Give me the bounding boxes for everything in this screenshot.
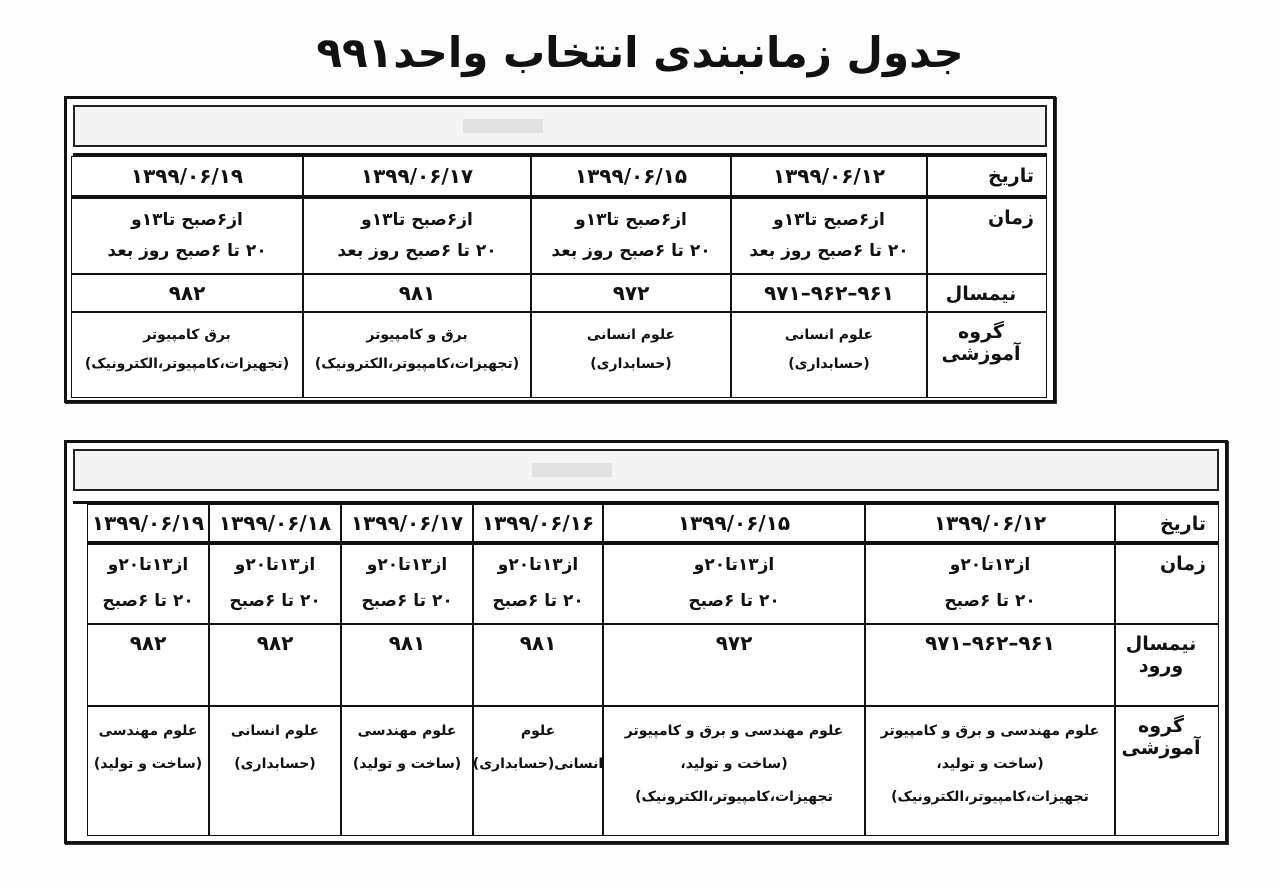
cell-date: ۱۳۹۹/۰۶/۱۹ xyxy=(71,156,303,198)
cell-time xyxy=(865,544,1115,624)
cell-time xyxy=(603,544,865,624)
row-header-semester: نیمسال xyxy=(927,274,1047,312)
group-line: تجهیزات،کامپیوتر،الکترونیک) xyxy=(635,788,833,805)
time-line: از۶صبح تا۱۳و xyxy=(575,209,687,230)
cell-semester: ۹۶۱–۹۶۲–۹۷۱ xyxy=(731,274,927,312)
group-line: (تجهیزات،کامپیوتر،الکترونیک) xyxy=(84,356,290,373)
cell-time xyxy=(341,544,473,624)
time-line: از۱۳تا۲۰و xyxy=(693,555,775,576)
cell-date: ۱۳۹۹/۰۶/۱۷ xyxy=(341,504,473,544)
cell-group xyxy=(341,706,473,836)
cell-time xyxy=(303,198,531,274)
time-line: از۱۳تا۲۰و xyxy=(949,555,1031,576)
cell-semester: ۹۸۱ xyxy=(303,274,531,312)
cell-date: ۱۳۹۹/۰۶/۱۷ xyxy=(303,156,531,198)
time-line: از۶صبح تا۱۳و xyxy=(131,209,243,230)
cell-time xyxy=(731,198,927,274)
group-line: برق و کامپیوتر xyxy=(366,327,468,343)
time-line: ۲۰ تا ۶صبح xyxy=(688,591,780,611)
cell-group xyxy=(603,706,865,836)
table-1-banner xyxy=(73,105,1047,147)
cell-date: ۱۳۹۹/۰۶/۱۲ xyxy=(731,156,927,198)
cell-group xyxy=(531,312,731,398)
time-line: ۲۰ تا ۶صبح روز بعد xyxy=(337,241,497,261)
cell-time xyxy=(87,544,209,624)
group-line: علوم مهندسی xyxy=(357,723,457,739)
group-line: تجهیزات،کامپیوتر،الکترونیک) xyxy=(891,788,1089,805)
row-header-group: گروه آموزشی xyxy=(1115,706,1219,836)
time-line: از۶صبح تا۱۳و xyxy=(773,209,885,230)
cell-date: ۱۳۹۹/۰۶/۱۵ xyxy=(531,156,731,198)
group-line: (ساخت و تولید) xyxy=(93,755,203,772)
time-line: ۲۰ تا ۶صبح xyxy=(361,591,453,611)
group-line: انسانی(حسابداری) xyxy=(472,755,604,772)
group-line: علوم انسانی xyxy=(784,327,874,343)
group-line: (ساخت و تولید، xyxy=(680,755,788,772)
cell-time xyxy=(71,198,303,274)
cell-semester: ۹۸۲ xyxy=(87,624,209,706)
table-2-grid xyxy=(73,501,1219,837)
cell-date: ۱۳۹۹/۰۶/۱۵ xyxy=(603,504,865,544)
cell-semester: ۹۷۲ xyxy=(531,274,731,312)
cell-time xyxy=(531,198,731,274)
group-line: (ساخت و تولید، xyxy=(936,755,1044,772)
table-2-banner xyxy=(73,449,1219,491)
group-line: (حسابداری) xyxy=(234,755,316,772)
row-header-date: تاریخ xyxy=(927,156,1047,198)
cell-date: ۱۳۹۹/۰۶/۱۲ xyxy=(865,504,1115,544)
time-line: ۲۰ تا ۶صبح روز بعد xyxy=(551,241,711,261)
time-line: ۲۰ تا ۶صبح روز بعد xyxy=(107,241,267,261)
cell-semester: ۹۸۱ xyxy=(341,624,473,706)
time-line: ۲۰ تا ۶صبح روز بعد xyxy=(749,241,909,261)
cell-time xyxy=(209,544,341,624)
row-header-time: زمان xyxy=(1115,544,1219,624)
cell-semester: ۹۶۱–۹۶۲–۹۷۱ xyxy=(865,624,1115,706)
cell-group xyxy=(473,706,603,836)
group-line: (تجهیزات،کامپیوتر،الکترونیک) xyxy=(314,356,520,373)
cell-time xyxy=(473,544,603,624)
schedule-table-1 xyxy=(64,96,1056,403)
group-line: علوم مهندسی و برق و کامپیوتر xyxy=(880,723,1100,739)
row-header-date: تاریخ xyxy=(1115,504,1219,544)
row-header-group: گروه آموزشی xyxy=(927,312,1047,398)
cell-group xyxy=(209,706,341,836)
time-line: از۱۳تا۲۰و xyxy=(107,555,189,576)
row-header-semester: نیمسال ورود xyxy=(1115,624,1219,706)
schedule-table-2 xyxy=(64,440,1228,844)
group-line: علوم انسانی xyxy=(230,723,320,739)
cell-group xyxy=(731,312,927,398)
cell-semester: ۹۸۲ xyxy=(209,624,341,706)
cell-group xyxy=(303,312,531,398)
time-line: از۱۳تا۲۰و xyxy=(366,555,448,576)
group-line: علوم مهندسی و برق و کامپیوتر xyxy=(624,723,844,739)
group-line: علوم انسانی xyxy=(586,327,676,343)
group-line: علوم xyxy=(520,723,556,739)
cell-semester: ۹۷۲ xyxy=(603,624,865,706)
group-line: (حسابداری) xyxy=(590,356,672,373)
cell-date: ۱۳۹۹/۰۶/۱۸ xyxy=(209,504,341,544)
page-title: جدول زمانبندی انتخاب واحد۹۹۱ xyxy=(316,28,964,77)
row-header-time: زمان xyxy=(927,198,1047,274)
time-line: ۲۰ تا ۶صبح xyxy=(492,591,584,611)
group-line: (ساخت و تولید) xyxy=(352,755,462,772)
time-line: از۱۳تا۲۰و xyxy=(497,555,579,576)
time-line: از۶صبح تا۱۳و xyxy=(361,209,473,230)
cell-group xyxy=(87,706,209,836)
time-line: از۱۳تا۲۰و xyxy=(234,555,316,576)
cell-date: ۱۳۹۹/۰۶/۱۹ xyxy=(87,504,209,544)
table-1-grid xyxy=(73,153,1047,396)
cell-group xyxy=(865,706,1115,836)
group-line: (حسابداری) xyxy=(788,356,870,373)
time-line: ۲۰ تا ۶صبح xyxy=(229,591,321,611)
group-line: برق کامپیوتر xyxy=(143,327,231,343)
cell-group xyxy=(71,312,303,398)
time-line: ۲۰ تا ۶صبح xyxy=(944,591,1036,611)
cell-semester: ۹۸۱ xyxy=(473,624,603,706)
group-line: علوم مهندسی xyxy=(98,723,198,739)
time-line: ۲۰ تا ۶صبح xyxy=(102,591,194,611)
cell-semester: ۹۸۲ xyxy=(71,274,303,312)
cell-date: ۱۳۹۹/۰۶/۱۶ xyxy=(473,504,603,544)
